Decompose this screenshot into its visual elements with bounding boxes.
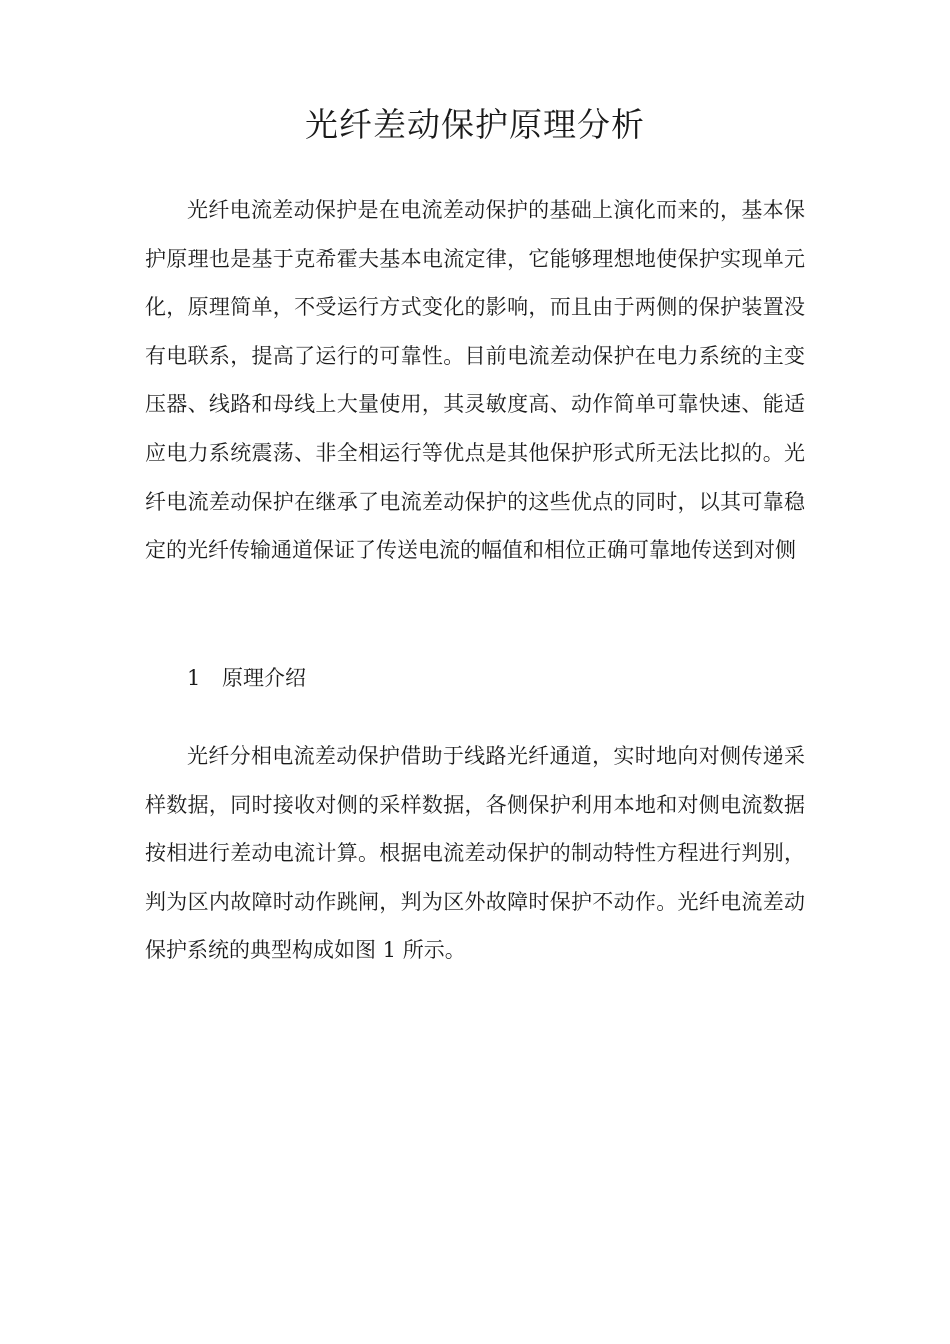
section-number: 1 bbox=[187, 666, 201, 690]
document-title: 光纤差动保护原理分析 bbox=[305, 105, 645, 144]
section-heading bbox=[187, 656, 306, 700]
section-paragraph: 光纤分相电流差动保护借助于线路光纤通道，实时地向对侧传递采样数据，同时接收对侧的采样数据，各侧保护利用本地和对侧电流数据按相进行差动电流计算。根据电流差动保护的制动特性方程进行判别，判为区内故障时动作跳闸，判为区外故障时保护不动作。光纤电流差动保护系统的典型构成如图 1 所示。 bbox=[145, 744, 805, 963]
section-title: 原理介绍 bbox=[222, 666, 306, 690]
intro-paragraph: 光纤电流差动保护是在电流差动保护的基础上演化而来的，基本保护原理也是基于克希霍夫基本电流定律，它能够理想地使保护实现单元化，原理简单，不受运行方式变化的影响，而且由于两侧的保护装置没有电联系，提高了运行的可靠性。目前电流差动保护在电力系统的主变压器、线路和母线上大量使用，其灵敏度高、动作简单可靠快速、能适应电力系统震荡、非全相运行等优点是其他保护形式所无法比拟的。光纤电流差动保护在继承了电流差动保护的这些优点的同时，以其可靠稳定的光纤传输通道保证了传送电流的幅值和相位正确可靠地传送到对侧 bbox=[145, 198, 805, 563]
